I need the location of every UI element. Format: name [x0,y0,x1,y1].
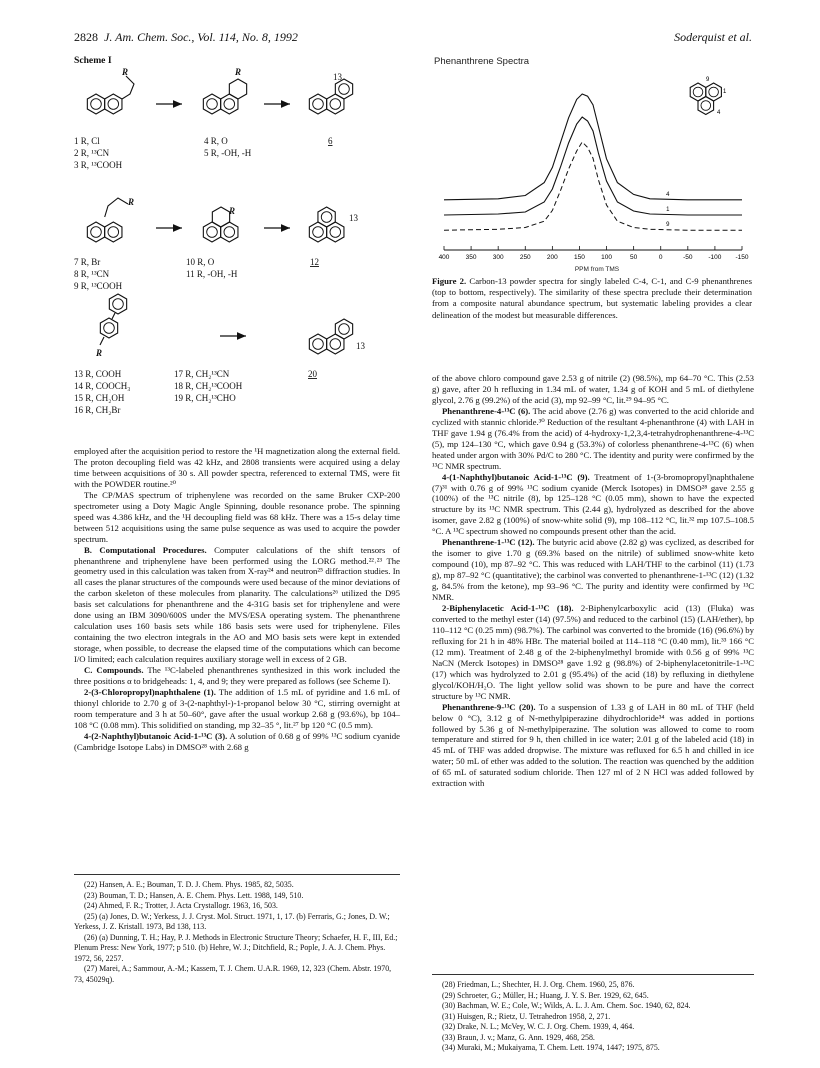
reference-entry: (24) Ahmed, F. R.; Trotter, J. Acta Crystallogr. 1963, 16, 503. [84,901,278,910]
row3-mid-1: 17 R, CH₂¹³CN [174,369,230,379]
reference-entry: (31) Huisgen, R.; Rietz, U. Tetrahedron 1958, 2, 271. [442,1011,611,1021]
spectra-traces [444,94,742,230]
spectrum-trace-4 [444,94,742,200]
row2-mid-2: 11 R, -OH, -H [186,269,238,279]
row2-r-label-2: R [229,206,236,216]
phenanthrene-inset [690,77,727,116]
scheme-1 [74,66,404,440]
paragraph-text: 2-Biphenylcarboxylic acid (13) (Fluka) was converted to the methyl ester (14) (97.5%) and reduced to the carbinol (15) (LAH/ether), bp 110–112 °C (0.25 mm) (98.7%). The carbinol was converted to the bromide (16) (96.6%) by refluxing for 21 h in 48% HBr. The material boiled at 114–118 °C (0.40 mm), lit.³³ 166 °C (12 mm). Treatment of 2.48 g of the 2-biphenylmethyl bromide with 0.56 g of 99% ¹³C NaCN (Merck Isotopes) in DMSO²⁸ gave 1.92 g (98.8%) of 2-biphenylacetonitrile-1-¹³C (17) which was hydrolyzed to 2.01 g (95.4%) of the acid (18) by refluxing in diethylene glycol/KOH/H₂O. The light yellow solid was shown to be pure and have the correct structure by ¹³C NMR. [432,603,754,701]
row1-list-3: 3 R, ¹³COOH [74,160,123,170]
row3-label-13: 13 [356,341,365,351]
reference-entry: (27) Marei, A.; Sammour, A.-M.; Kassem, T. J. Chem. U.A.R. 1969, 12, 323 (Chem. Abstr. 1970, 73, 45029q). [74,964,392,984]
paragraph [432,702,754,790]
row3-mid-3: 19 R, CH₂¹³CHO [174,393,236,403]
figure-caption [432,276,752,321]
paragraph-text: Computer calculations of the shift tensors of phenanthrene and triphenylene have been performed using the LORG method.²²˒²³ The geometry used in this calculation was taken from X-ray²⁴ and neutron²⁵ diffraction studies. In all cases the planar structures of the compounds were used because of the minor deviations of the carbon skeleton of these molecules from planarity. The calculations²⁶ utilized the D95 basis set calculations for phenanthrene and the 4-31G basis set for triphenylene and were done using an IBM 3090/600S under the MVS/ESA operating system. The phenanthrene calculation uses 160 basis sets while 186 basis sets were used for triphenylene. Files containing the two electron integrals in the AO and MO basis sets were kept in extended storage, when possible, to decrease the elapsed time of the computations which can become I/O limited; each calculation requires auxiliary storage well in excess of 2 GB. [74,544,400,665]
paragraph-text: The butyric acid above (2.82 g) was cyclized, as described for the isomer to give 1.70 g (69.3% based on the nitrile) of sublimed snow-white keto compound (10), mp 87–92 °C. This was reduced with LAH/THF to the carbinol (11) (1.73 g), mp 87–92 °C (quantitative); the carbinol was converted to phenanthrene-1-¹³C (12) (1.32 g, 84.5% from the ketone), mp 93–96 °C. The purity and identity were confirmed by ¹³C NMR. [432,537,754,603]
x-tick-label: 250 [519,254,531,261]
row1-label-13: 13 [333,72,342,82]
paragraph-text: of the above chloro compound gave 2.53 g of nitrile (2) (98.5%), mp 64–70 °C. This (2.53 g) gave, after 20 h refluxing in 1.34 mL of water, 1.34 g of KOH and 5 mL of diethylene glycol, 2.76 g (99.2%) of the acid (3), mp 92–99 °C, lit.²⁹ 94–95 °C. [432,373,754,405]
reference-entry: (32) Drake, N. L.; McVey, W. C. J. Org. Chem. 1939, 4, 464. [442,1022,635,1031]
x-tick-label: 0 [658,254,663,261]
reference-entry: (30) Bachman, W. E.; Cole, W.; Wilds, A. L. J. Am. Chem. Soc. 1940, 62, 824. [442,1001,691,1010]
row3-list-4: 16 R, CH₂Br [74,405,121,415]
paragraph-heading: Phenanthrene-4-¹³C (6). [442,405,531,416]
paragraph-heading: 4-(1-Naphthyl)butanoic Acid-1-¹³C (9). [442,471,590,482]
row1-mid-2: 5 R, -OH, -H [204,148,252,158]
paragraph [432,537,754,603]
reference-entry: (29) Schroeter, G.; Müller, H.; Huang, J. Y. S. Ber. 1929, 62, 645. [442,990,649,1000]
trace-label-1: 1 [666,207,670,213]
x-tick-label: 300 [492,254,504,261]
journal-citation: J. Am. Chem. Soc., Vol. 114, No. 8, 1992 [104,30,298,44]
paragraph-text: The ¹³C-labeled phenanthrenes synthesized in this work included the three positions α to bridgeheads: 1, 4, and 9; they were prepared as follows (see Scheme I). [74,665,400,687]
inset-label-9: 9 [706,77,710,83]
row3-list-1: 13 R, COOH [74,369,122,379]
page-number: 2828 [74,30,98,44]
footnote-rule-right [432,974,754,975]
paragraph [74,687,400,731]
row2-tetrahydrophenanthrene [203,206,238,242]
figure-caption-text: Carbon-13 powder spectra for singly labeled C-4, C-1, and C-9 phenanthrenes (top to bottom, respectively). The similarity of these spectra preclude their determination from a composite natural abundance spectrum, but systematic labeling provides a clear delineation of the modest but measurable differences. [432,276,752,320]
x-tick-label: 400 [438,254,450,261]
paragraph-heading: 4-(2-Naphthyl)butanoic Acid-1-¹³C (3). [84,730,228,741]
paragraph-heading: B. Computational Procedures. [84,544,207,555]
row1-phenanthrene [309,72,352,114]
row2-phenanthrene [309,207,358,242]
reference-entry: (25) (a) Jones, D. W.; Yerkess, J. J. Cryst. Mol. Struct. 1971, 1, 17. (b) Ferraris, G.; Jones, D. W.; Yerkess, J. Z. Kristall. 1973, Bd 138, 113. [74,911,390,931]
row2-label-13: 13 [349,213,358,223]
figure-2 [432,52,762,272]
references-left [74,880,400,985]
reference-entry: (34) Muraki, M.; Mukaiyama, T. Chem. Lett. 1974, 1447; 1975, 875. [442,1043,660,1052]
scheme-title: Scheme I [74,55,112,66]
x-tick-label: 50 [630,254,638,261]
inset-label-1: 1 [723,89,727,95]
row1-product-number: 6 [328,136,333,146]
chart-title: Phenanthrene Spectra [434,56,530,67]
row2-list-3: 9 R, ¹³COOH [74,281,123,291]
paragraph [74,665,400,687]
paragraph [432,472,754,538]
header-authors: Soderquist et al. [674,30,752,44]
paragraph-heading: 2-(3-Chloropropyl)naphthalene (1). [84,686,216,697]
x-tick-label: 350 [465,254,477,261]
row1-tetrahydrophenanthrene [203,67,246,114]
row2-naphthalene-chain [87,197,134,242]
footnote-rule-left [74,874,400,875]
paragraph-text: To a suspension of 1.33 g of LAH in 80 mL of THF (held below 0 °C), 3.12 g of N-methylpiperazine dihydrochloride³⁴ was added in portions followed by 5.36 g of N-methylpiperazine. The solution was allowed to come to room temperature and stirred for 9 h, then chilled in ice water; 2.01 g of the labeled acid (18) in 45 mL of THF was added dropwise. The mixture was refluxed for 6.5 h and chilled in ice water; 50 mL of ether was added to the solution. The reaction was quenched by the addition of 65 mL of saturated sodium chloride. Then 127 ml of 2 N HCl was added followed by extraction with [432,701,754,789]
paragraph [432,603,754,702]
row1-list-2: 2 R, ¹³CN [74,148,110,158]
reference-entry: (26) (a) Dunning, T. H.; Hay, P. J. Methods in Electronic Structure Theory; Schaefer, H. F., III, Ed.; Plenum Press: New York, 1977; p 510. (b) Hehre, W. J.; Ditchfield, R.; Pople, J. A. J. Chem. Phys. 1972, 56, 2257. [74,932,398,963]
reference-entry: (23) Bouman, T. D.; Hansen, A. E. Chem. Phys. Lett. 1988, 149, 510. [84,890,304,900]
paragraph-heading: Phenanthrene-9-¹³C (20). [442,701,536,712]
x-tick-label: 200 [546,254,558,261]
paragraph [74,446,400,490]
row3-r-label: R [96,348,103,358]
paragraph-text: Treatment of 1-(3-bromopropyl)naphthalene (7)³¹ with 0.76 g of 99% ¹³C sodium cyanide (Merck Isotopes) in DMSO²⁸ gave 2.55 g (100%) of the ¹³C nitrile (8), bp 125–128 °C (0.05 mm), shown to have the expected structure by its ¹³C NMR spectrum. This (2.44 g), hydrolyzed as described for the above isomer, gave 2.82 g (100%) of snow-white solid (9), mp 108–112 °C, lit.³² mp 107.5–108.5 °C. A ¹³C spectrum showed no compounds present other than the acid. [432,471,754,537]
row1-r-label-2: R [235,67,242,77]
x-axis [439,246,749,261]
paragraph [432,373,754,406]
reference-entry: (28) Friedman, L.; Shechter, H. J. Org. Chem. 1960, 25, 876. [442,980,635,989]
row1-r-label: R [122,67,129,77]
right-column [432,373,754,789]
x-axis-label: PPM from TMS [574,266,620,272]
paragraph-text: The addition of 1.5 mL of pyridine and 1.6 mL of thionyl chloride to 2.70 g of 3-(2-naphthyl-)-1-propanol below 30 °C, stirring overnight at room temperature and 3 h at 50–60°, gave after the usual workup 2.68 g (93.6%), bp 104–108 °C (0.08 mm). This solidified on standing, mp 32–35 °, lit.²⁷ bp 120 °C (0.5 mm). [74,686,400,730]
paragraph-text: The CP/MAS spectrum of triphenylene was recorded on the same Bruker CXP-200 spectrometer using a Doty Magic Angle Spinning, double resonance probe. The spinning speed was 4.386 kHz, and the ¹H decoupling field was 68 kHz. There was a 15-s delay time between 512 acquisitions using the same pulse sequence as was used to acquire the powder spectrum. [74,489,400,544]
inset-label-4: 4 [717,110,721,116]
trace-label-4: 4 [666,192,670,198]
row2-product-number: 12 [310,257,319,267]
paragraph-text: A solution of 0.68 g of 99% ¹³C sodium cyanide (Cambridge Isotope Labs) in DMSO²⁸ with 2.68 g [74,730,400,752]
paragraph-heading: Phenanthrene-1-¹³C (12). [442,537,535,548]
row2-mid-1: 10 R, O [186,257,215,267]
figure-caption-lead: Figure 2. [432,276,467,286]
row3-phenanthrene [309,319,365,354]
row3-list-3: 15 R, CH₂OH [74,393,125,403]
scheme-drawing [74,66,404,440]
row3-list-2: 14 R, COOCH₃ [74,381,131,391]
paragraph-heading: 2-Biphenylacetic Acid-1-¹³C (18). [442,603,574,614]
paragraph [74,490,400,545]
reference-entry: (33) Braun, J. v.; Manz, G. Ann. 1929, 468, 258. [442,1032,595,1042]
x-tick-label: 100 [601,254,612,261]
x-tick-label: -150 [735,254,749,261]
row1-naphthalene-chain [87,67,134,114]
x-tick-label: -100 [708,254,722,261]
row3-biphenyl [95,294,127,358]
x-tick-label: 150 [574,254,585,261]
paragraph [74,545,400,665]
references-right [432,980,754,1054]
paragraph [74,731,400,753]
paragraph [432,406,754,472]
trace-label-9: 9 [666,222,670,228]
row1-list-1: 1 R, Cl [74,136,100,146]
paragraph-text: employed after the acquisition period to restore the ¹H magnetization along the external field. The proton decoupling field was 42 kHz, and 2808 transients were acquired using a delay time between acquisitions of 30 s. All powder spectra, referenced to external TMS, were fit with the POWDER routine.²⁰ [74,446,400,489]
row1-mid-1: 4 R, O [204,136,228,146]
left-column [74,446,400,753]
header-left [74,30,298,45]
spectrum-trace-9 [444,142,742,230]
row3-product-number: 20 [308,369,317,379]
paragraph-heading: C. Compounds. [84,665,144,676]
x-tick-label: -50 [683,254,693,261]
reference-entry: (22) Hansen, A. E.; Bouman, T. D. J. Chem. Phys. 1985, 82, 5035. [84,880,294,889]
row3-mid-2: 18 R, CH₂¹³COOH [174,381,243,391]
row2-r-label: R [128,197,135,207]
row2-list-2: 8 R, ¹³CN [74,269,110,279]
row2-list-1: 7 R, Br [74,257,101,267]
paragraph-text: The acid above (2.76 g) was converted to the acid chloride and cyclized with stannic chloride.³⁰ Reduction of the resultant 4-phenanthrone (4) with LAH in THF gave 1.94 g (76.4% from the acid) of 4-hydroxy-1,2,3,4-tetrahydrophenanthrene-4-¹³C (5), mp 124–130 °C, which gave 0.94 g (53.3%) of colorless phenanthrene-4-¹³C (6) when heated under argon with 30% Pd/C to 280 °C. The identity and purity were confirmed by the ¹³C NMR spectrum. [432,405,754,471]
spectra-chart [432,52,762,272]
